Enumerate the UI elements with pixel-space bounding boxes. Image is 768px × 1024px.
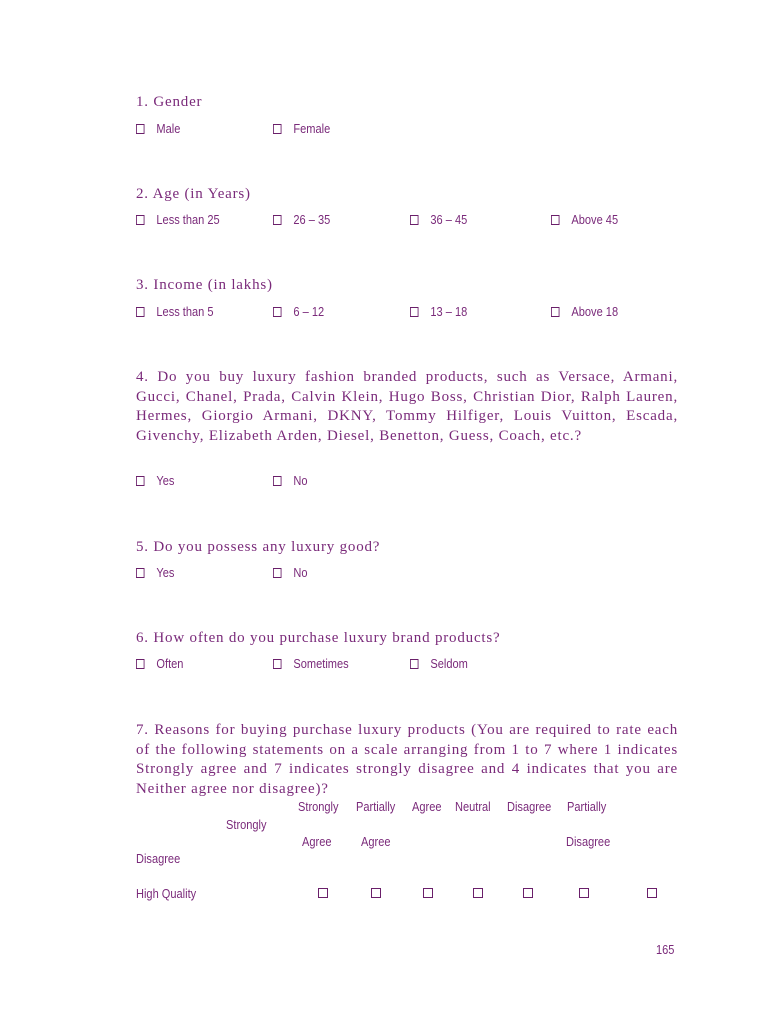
rating-checkbox-2[interactable] [371,888,381,898]
checkbox[interactable] [273,476,282,486]
option-female[interactable]: Female [273,121,330,136]
option-seldom[interactable]: Seldom [410,656,468,671]
header-strongly-disagree-bottom: Disagree [136,851,181,866]
checkbox[interactable] [273,659,282,669]
option-buy-no[interactable]: No [273,473,308,488]
option-sometimes[interactable]: Sometimes [273,656,349,671]
rating-checkbox-1[interactable] [318,888,328,898]
header-partially-disagree-top: Partially [567,799,607,814]
rating-checkbox-7[interactable] [647,888,657,898]
option-income-lt5[interactable]: Less than 5 [136,304,214,319]
question-1-title: 1. Gender [136,94,203,110]
option-age-lt25[interactable]: Less than 25 [136,212,220,227]
checkbox[interactable] [410,215,419,225]
page-number: 165 [656,942,675,957]
checkbox[interactable] [551,307,560,317]
option-buy-yes[interactable]: Yes [136,473,174,488]
question-5-title: 5. Do you possess any luxury good? [136,539,381,555]
checkbox[interactable] [136,659,145,669]
rating-row-label: High Quality [136,886,197,901]
rating-checkbox-5[interactable] [523,888,533,898]
checkbox[interactable] [410,307,419,317]
option-income-above18[interactable]: Above 18 [551,304,618,319]
option-age-26-35[interactable]: 26 – 35 [273,212,330,227]
checkbox[interactable] [273,568,282,578]
header-partially-agree-top: Partially [356,799,396,814]
option-age-36-45[interactable]: 36 – 45 [410,212,467,227]
checkbox[interactable] [410,659,419,669]
question-3-title: 3. Income (in lakhs) [136,277,273,293]
option-age-above45[interactable]: Above 45 [551,212,618,227]
header-partially-agree-bottom: Agree [361,834,391,849]
checkbox[interactable] [136,476,145,486]
option-possess-yes[interactable]: Yes [136,565,174,580]
checkbox[interactable] [273,124,282,134]
header-strongly-disagree-top: Strongly [226,817,267,832]
header-strongly-agree-bottom: Agree [302,834,332,849]
checkbox[interactable] [273,215,282,225]
checkbox[interactable] [136,568,145,578]
checkbox[interactable] [551,215,560,225]
option-often[interactable]: Often [136,656,183,671]
option-income-6-12[interactable]: 6 – 12 [273,304,324,319]
rating-checkbox-4[interactable] [473,888,483,898]
option-possess-no[interactable]: No [273,565,308,580]
option-income-13-18[interactable]: 13 – 18 [410,304,467,319]
checkbox[interactable] [273,307,282,317]
rating-checkbox-6[interactable] [579,888,589,898]
header-neutral: Neutral [455,799,491,814]
question-7-title: 7. Reasons for buying purchase luxury products (You are required to rate each of the following statements on a scale arranging from 1 to 7 where 1 indicates Strongly agree and 7 indicates strongly disagree and 4 indicates that you are Neither agree nor disagree)? [136,722,678,798]
header-partially-disagree-bottom: Disagree [566,834,611,849]
question-2-title: 2. Age (in Years) [136,186,251,202]
option-male[interactable]: Male [136,121,180,136]
question-4-title: 4. Do you buy luxury fashion branded products, such as Versace, Armani, Gucci, Chanel, Prada, Calvin Klein, Hugo Boss, Christian Dior, Ralph Lauren, Hermes, Giorgio Armani, DKNY, Tommy Hilfiger, Louis Vuitton, Escada, Givenchy, Elizabeth Arden, Diesel, Benetton, Guess, Coach, etc.? [136,369,678,445]
header-strongly-agree-top: Strongly [298,799,339,814]
header-agree: Agree [412,799,442,814]
checkbox[interactable] [136,307,145,317]
rating-checkbox-3[interactable] [423,888,433,898]
checkbox[interactable] [136,215,145,225]
header-disagree: Disagree [507,799,552,814]
question-6-title: 6. How often do you purchase luxury brand products? [136,630,501,646]
checkbox[interactable] [136,124,145,134]
